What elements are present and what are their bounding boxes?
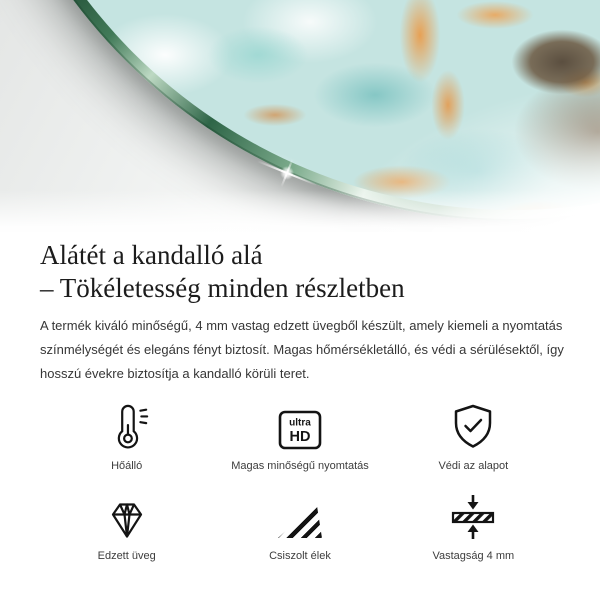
feature-tempered-glass: [40, 492, 213, 562]
shield-check-icon: [450, 402, 496, 450]
title-line-2: – Tökéletesség minden részletben: [40, 273, 405, 303]
feature-label: Védi az alapot: [438, 460, 509, 472]
ultra-hd-badge-top: ultra: [289, 417, 311, 429]
feature-protects-base: [387, 402, 560, 472]
glass-disc-marble-artwork: [0, 0, 600, 232]
feature-print-quality: [213, 402, 386, 472]
description-line: hosszú évekre biztosítja a kandalló körüli teret.: [40, 366, 310, 381]
ultra-hd-badge-bottom: HD: [289, 429, 311, 445]
feature-heat-resistant: [40, 402, 213, 472]
feature-label: Vastagság 4 mm: [432, 550, 515, 562]
feature-label: Hőálló: [111, 460, 143, 472]
diamond-icon: [103, 492, 151, 540]
product-description: [40, 314, 564, 386]
polished-edges-icon: [278, 492, 322, 540]
feature-label: Magas minőségű nyomtatás: [231, 460, 369, 472]
product-photo: [0, 0, 600, 232]
page-title: [40, 239, 560, 305]
feature-polished-edges: [213, 492, 386, 562]
title-line-1: Alátét a kandalló alá: [40, 240, 263, 270]
diagonal-stripes-shape: [278, 504, 322, 538]
description-line: színmélységét és elegáns fényt biztosít. Magas hőmérsékletálló, és védi a sérülésektől, így: [40, 342, 564, 357]
thickness-icon: [450, 492, 496, 540]
product-info: [0, 239, 600, 562]
feature-grid: [40, 402, 560, 562]
feature-thickness: [387, 492, 560, 562]
description-line: A termék kiváló minőségű, 4 mm vastag edzett üvegből készült, amely kiemeli a nyomtatás: [40, 318, 563, 333]
ultra-hd-icon: [278, 402, 322, 450]
feature-label: Csiszolt élek: [269, 550, 331, 562]
thermometer-icon: [104, 402, 150, 450]
feature-label: Edzett üveg: [97, 550, 156, 562]
